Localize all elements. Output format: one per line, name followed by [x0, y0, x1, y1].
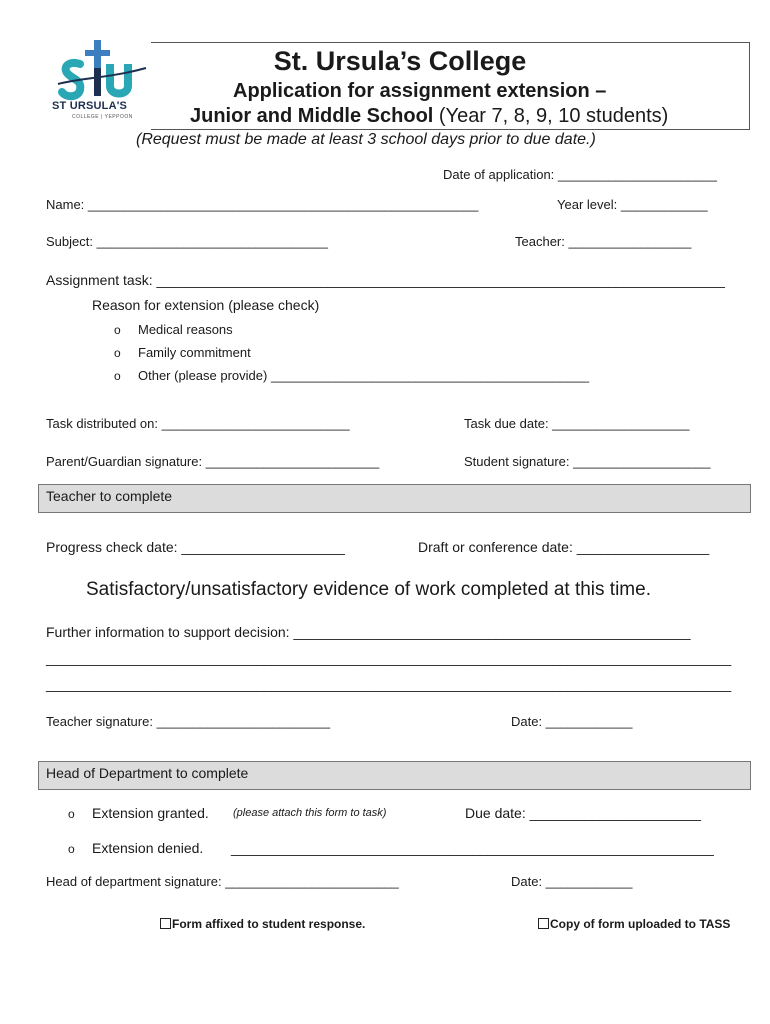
radio-bullet-icon: o — [114, 369, 121, 383]
reason-label: Medical reasons — [138, 322, 233, 337]
checkbox-label: Form affixed to student response. — [172, 917, 366, 931]
section-heading: Teacher to complete — [46, 488, 173, 504]
name-field[interactable]: Name: ______________________________________________________ — [46, 197, 479, 212]
year-level-field[interactable]: Year level: ____________ — [557, 197, 708, 212]
radio-bullet-icon: o — [68, 842, 75, 856]
radio-bullet-icon: o — [114, 346, 121, 360]
teacher-section-header — [38, 484, 751, 513]
reason-label: Other (please provide) ____________________________________________ — [138, 368, 590, 383]
form-subtitle — [190, 105, 668, 128]
hod-due-date-field[interactable]: Due date: ______________________ — [465, 805, 701, 821]
further-info-field[interactable]: Further information to support decision: ___________________________________________________ — [46, 624, 691, 640]
task-due-date-field[interactable]: Task due date: ___________________ — [464, 416, 690, 431]
extension-denied-option[interactable] — [68, 840, 204, 856]
further-info-line[interactable]: ________________________________________________________________________________________ — [46, 650, 732, 666]
parent-signature-field[interactable]: Parent/Guardian signature: ________________________ — [46, 454, 380, 469]
reason-label: Family commitment — [138, 345, 251, 360]
student-signature-field[interactable]: Student signature: ___________________ — [464, 454, 711, 469]
section-heading: Head of Department to complete — [46, 765, 249, 781]
teacher-field[interactable]: Teacher: _________________ — [515, 234, 692, 249]
assignment-task-field[interactable]: Assignment task: _________________________________________________________________________ — [46, 272, 725, 288]
denied-label: Extension denied. — [92, 840, 204, 856]
hod-signature-field[interactable]: Head of department signature: ________________________ — [46, 874, 399, 889]
subject-field[interactable]: Subject: ________________________________ — [46, 234, 328, 249]
radio-bullet-icon: o — [114, 323, 121, 337]
extension-granted-option[interactable] — [68, 805, 387, 821]
form-title: Application for assignment extension – — [233, 80, 607, 102]
checkbox-icon — [538, 918, 549, 929]
school-section: Junior and Middle School — [190, 105, 434, 127]
logo-name: ST URSULA'S — [52, 100, 128, 112]
date-of-application-field[interactable]: Date of application: ______________________ — [443, 167, 717, 182]
checkbox-label: Copy of form uploaded to TASS — [550, 917, 731, 931]
reason-option-other[interactable] — [114, 368, 590, 383]
teacher-signature-field[interactable]: Teacher signature: ________________________ — [46, 714, 331, 729]
progress-check-field[interactable]: Progress check date: _____________________ — [46, 539, 345, 555]
college-name: St. Ursula’s College — [273, 46, 527, 76]
reason-option-medical[interactable] — [114, 322, 233, 337]
radio-bullet-icon: o — [68, 807, 75, 821]
hod-section-header — [38, 761, 751, 790]
teacher-date-field[interactable]: Date: ____________ — [511, 714, 633, 729]
reason-heading: Reason for extension (please check) — [92, 297, 320, 313]
checkbox-icon — [160, 918, 171, 929]
year-levels: (Year 7, 8, 9, 10 students) — [433, 105, 669, 127]
granted-label: Extension granted. — [92, 805, 209, 821]
denied-reason-line[interactable]: ______________________________________________________________ — [231, 840, 714, 856]
draft-conference-field[interactable]: Draft or conference date: _________________ — [418, 539, 710, 555]
copy-uploaded-checkbox[interactable] — [538, 917, 730, 931]
logo-subtitle: COLLEGE | YEPPOON — [72, 114, 133, 120]
further-info-line[interactable]: ________________________________________________________________________________________ — [46, 676, 732, 692]
form-affixed-checkbox[interactable] — [160, 917, 365, 931]
request-note: (Request must be made at least 3 school days prior to due date.) — [136, 131, 596, 148]
reason-option-family[interactable] — [114, 345, 251, 360]
granted-note: (please attach this form to task) — [233, 807, 387, 819]
task-distributed-field[interactable]: Task distributed on: __________________________ — [46, 416, 350, 431]
evidence-statement: Satisfactory/unsatisfactory evidence of work completed at this time. — [86, 579, 651, 600]
hod-date-field[interactable]: Date: ____________ — [511, 874, 633, 889]
